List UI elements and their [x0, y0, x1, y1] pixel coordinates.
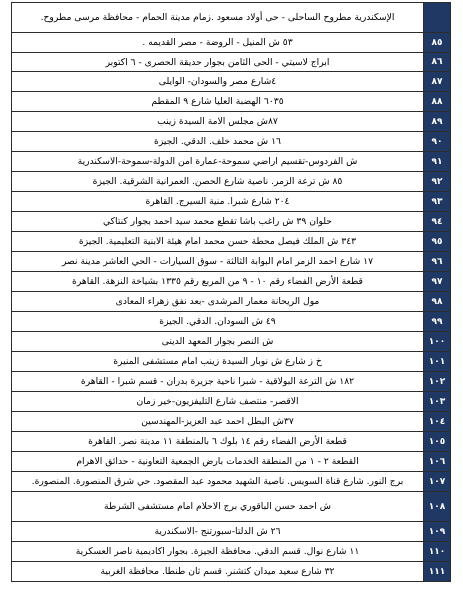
address-cell: ٣٤٣ ش الملك فيصل محطة حسن محمد امام هيئة الابنية التعليمية. الجيزة [12, 232, 424, 252]
table-row [12, 252, 451, 272]
table-row [12, 292, 451, 312]
table-row [12, 472, 451, 492]
row-number: ١٠١ [424, 352, 451, 372]
row-number: ٩٣ [424, 192, 451, 212]
address-cell: ش احمد حسن الباقوري برج الاحلام امام مستشفى الشرطة [12, 492, 424, 522]
table-row [12, 232, 451, 252]
row-number: ٨٨ [424, 92, 451, 112]
table-row [12, 542, 451, 562]
row-number: ٩٧ [424, 272, 451, 292]
table-row [12, 212, 451, 232]
table-row [12, 412, 451, 432]
address-cell: ش الفردوس-تقسيم اراضي سموحة-عمارة امن الدولة-سموحة-الاسكندرية [12, 152, 424, 172]
address-cell: ٤شارع مصر والسودان- الوايلى [12, 72, 424, 92]
row-number: ١١٠ [424, 542, 451, 562]
table-row [12, 72, 451, 92]
address-cell: مول الريحانة معمار المرشدى -بعد نفق زهراء المعادى [12, 292, 424, 312]
address-cell: حلوان ٣٩ ش راغب باشا تقطع محمد سيد احمد بجوار كنتاكي [12, 212, 424, 232]
table-row [12, 372, 451, 392]
table-row [12, 492, 451, 522]
table-row [12, 332, 451, 352]
address-cell: الإسكندرية مطروح الساحلى - حى أولاد مسعود .زمام مدينة الحمام - محافظة مرسى مطروح. [12, 3, 424, 33]
row-number: ٩٠ [424, 132, 451, 152]
address-cell: ٣٧ش البطل احمد عبد العزيز-المهندسين [12, 412, 424, 432]
address-cell: ٥٣ ش المنيل - الروضة - مصر القديمه . [12, 33, 424, 53]
address-cell: ٨٥ ش ترعة الزمر. ناصية شارع الحصن. العمرانية الشرقية. الجيزة [12, 172, 424, 192]
table-row [12, 312, 451, 332]
address-cell: القطعة ٢ - ١ من المنطقة الخدمات بارض الجمعية التعاونية - حدائق الاهرام [12, 452, 424, 472]
row-number: ٩٩ [424, 312, 451, 332]
table-row [12, 172, 451, 192]
table-row [12, 152, 451, 172]
row-number: ٩٨ [424, 292, 451, 312]
address-cell: الاقصر- منتصف شارع التليفزيون-خير زمان [12, 392, 424, 412]
table-row [12, 452, 451, 472]
row-number: ١٠٦ [424, 452, 451, 472]
table-row [12, 92, 451, 112]
table-row [12, 192, 451, 212]
row-number: ٩٦ [424, 252, 451, 272]
address-cell: ٨٧ش مجلس الامة السيدة زينب [12, 112, 424, 132]
row-number: ٩٥ [424, 232, 451, 252]
address-cell: ابراج لاسيتي - الحى الثامن بجوار حديقة الحصرى - ٦ اكتوبر [12, 53, 424, 72]
address-cell: قطعة الأرض الفضاء رقم ١٤ بلوك ٦ بالمنطقة ١١ مدينة نصر. القاهرة [12, 432, 424, 452]
row-number: ٨٥ [424, 33, 451, 53]
address-cell: ١٧ شارع احمد الزمر امام البوابة الثالثة - سوق السيارات - الحي العاشر مدينة نصر [12, 252, 424, 272]
table-row [12, 352, 451, 372]
address-cell: ٤٩ ش السودان. الدقي. الجيزة [12, 312, 424, 332]
row-number: ١٠٢ [424, 372, 451, 392]
row-number: ١١١ [424, 562, 451, 582]
table-row [12, 392, 451, 412]
row-number: ٩٢ [424, 172, 451, 192]
address-cell: قطعة الأرض الفضاء رقم ١٠ - ٩ من المربع رقم ١٣٣٥ بشياخة النزهة. القاهرة [12, 272, 424, 292]
row-number: ١٠٣ [424, 392, 451, 412]
row-number: ١٠٥ [424, 432, 451, 452]
row-number: ٨٦ [424, 53, 451, 72]
row-number: ١٠٠ [424, 332, 451, 352]
address-cell: ١١ شارع نوال. قسم الدقي. محافظة الجيزة. بجوار اكاديمية ناصر العسكرية [12, 542, 424, 562]
address-cell: ٦٠٣٥ الهضبة العليا شارع ٩ المقطم [12, 92, 424, 112]
table-row [12, 53, 451, 72]
address-cell: ٢٠٤ شارع شبرا. منية السيرج. القاهرة [12, 192, 424, 212]
row-number: ١٠٨ [424, 492, 451, 522]
address-cell: ١٦ ش محمد خلف. الدقي. الجيزة [12, 132, 424, 152]
address-cell: ١٨٢ ش الترعة البولاقية - شبرا ناحية جزيرة بدران - قسم شبرا - القاهرة [12, 372, 424, 392]
table-row [12, 562, 451, 582]
row-number: ٩٤ [424, 212, 451, 232]
table-row [12, 33, 451, 53]
table-row [12, 132, 451, 152]
addresses-table-container [11, 2, 451, 582]
table-row [12, 522, 451, 542]
row-number: ١٠٤ [424, 412, 451, 432]
address-cell: برج النور. شارع قناة السويس. ناصية الشهيد محمود عبد المقصود. حي شرق المنصورة. المنصورة. [12, 472, 424, 492]
address-cell: ش النصر بجوار المعهد الدينى [12, 332, 424, 352]
address-cell: خ ز شارع ش نوبار السيدة زينب امام مستشفى المنيرة [12, 352, 424, 372]
row-number: ١٠٩ [424, 522, 451, 542]
addresses-table-body [12, 3, 451, 582]
row-number [424, 3, 451, 33]
table-row [12, 3, 451, 33]
address-cell: ٣٢ شارع سعيد ميدان كتشنر. قسم ثان طنطا. محافظة الغربية [12, 562, 424, 582]
table-row [12, 432, 451, 452]
address-cell: ٢٦ ش الدلتا-سبورتنج -الاسكندرية [12, 522, 424, 542]
addresses-table [11, 2, 451, 582]
table-row [12, 112, 451, 132]
row-number: ٨٩ [424, 112, 451, 132]
table-row [12, 272, 451, 292]
row-number: ٨٧ [424, 72, 451, 92]
row-number: ١٠٧ [424, 472, 451, 492]
row-number: ٩١ [424, 152, 451, 172]
